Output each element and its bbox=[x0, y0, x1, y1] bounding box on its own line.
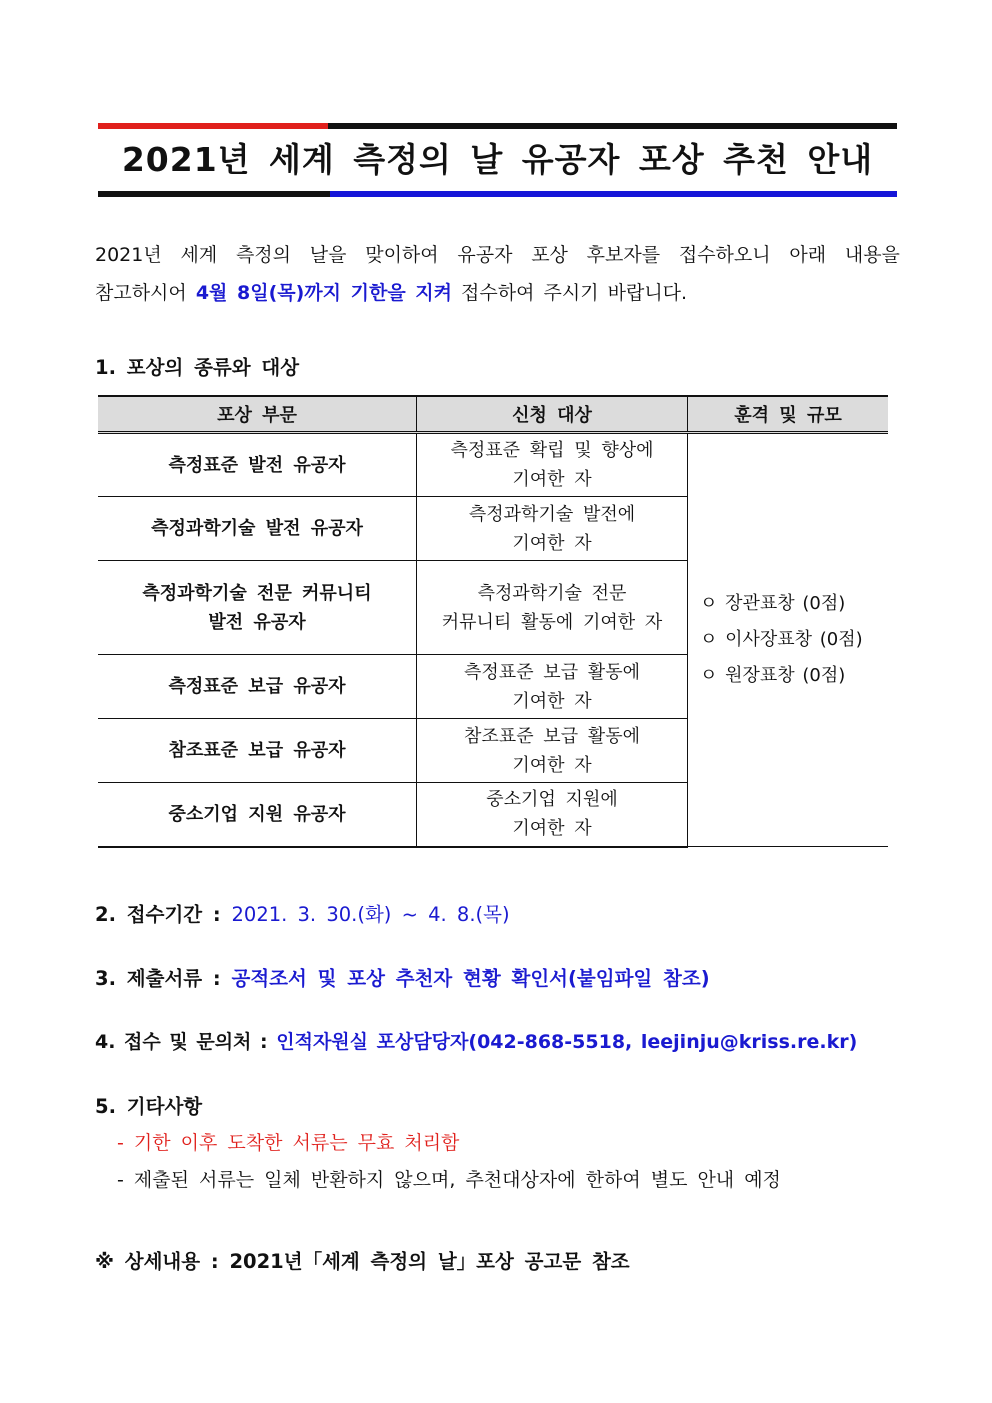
target-cell bbox=[417, 719, 688, 783]
section-5-heading: 5. 기타사항 bbox=[95, 1095, 203, 1118]
intro-line-2 bbox=[95, 274, 900, 312]
target-line: 측정과학기술 발전에 bbox=[468, 503, 636, 525]
deadline-highlight: 4월 8일(목)까지 기한을 지켜 bbox=[195, 282, 453, 304]
section-2 bbox=[95, 899, 510, 927]
title-bar-top bbox=[98, 123, 897, 129]
section-3-value: 공적조서 및 포상 추천자 현황 확인서(붙임파일 참조) bbox=[231, 967, 710, 990]
intro-word: 유공자 bbox=[457, 244, 513, 266]
intro-word: 날을 bbox=[309, 244, 347, 266]
award-item: ㅇ 이사장표창 (0점) bbox=[700, 629, 863, 650]
section-1-heading: 1. 포상의 종류와 대상 bbox=[95, 356, 300, 379]
intro-word: 2021년 bbox=[95, 244, 162, 266]
section-4 bbox=[95, 1027, 857, 1054]
intro-line-1 bbox=[95, 236, 900, 274]
section-2-value: 2021. 3. 30.(화) ~ 4. 8.(목) bbox=[231, 903, 510, 926]
intro-word: 맞이하여 bbox=[365, 244, 439, 266]
category-cell: 중소기업 지원 유공자 bbox=[98, 783, 417, 847]
category-cell: 참조표준 보급 유공자 bbox=[98, 719, 417, 783]
category-cell: 측정표준 보급 유공자 bbox=[98, 655, 417, 719]
notice-item-late: - 기한 이후 도착한 서류는 무효 처리함 bbox=[117, 1132, 460, 1154]
intro-word: 아래 bbox=[789, 244, 827, 266]
target-line: 기여한 자 bbox=[512, 818, 592, 840]
target-line: 중소기업 지원에 bbox=[486, 789, 618, 811]
header-target: 신청 대상 bbox=[417, 396, 688, 433]
section-3-label: 3. 제출서류 : bbox=[95, 967, 232, 990]
award-table bbox=[98, 395, 888, 848]
intro-word: 접수하오니 bbox=[678, 244, 771, 266]
intro-word: 내용을 bbox=[844, 244, 900, 266]
intro-text: 접수하여 주시기 바랍니다. bbox=[452, 282, 688, 304]
reference-note: ※ 상세내용 : 2021년「세계 측정의 날」포상 공고문 참조 bbox=[95, 1250, 630, 1273]
target-cell bbox=[417, 561, 688, 655]
intro-text: 참고하시어 bbox=[95, 282, 196, 304]
section-4-value: 인적자원실 포상담당자(042-868-5518, leejinju@kriss.re.kr) bbox=[276, 1031, 858, 1053]
intro-word: 후보자를 bbox=[586, 244, 661, 266]
intro-word: 측정의 bbox=[235, 244, 291, 266]
intro-paragraph bbox=[95, 236, 900, 312]
target-cell bbox=[417, 783, 688, 847]
section-4-label: 4. 접수 및 문의처 : bbox=[95, 1031, 277, 1053]
target-cell bbox=[417, 497, 688, 561]
category-line: 발전 유공자 bbox=[208, 611, 306, 633]
target-line: 기여한 자 bbox=[512, 754, 592, 776]
award-list-cell bbox=[688, 433, 889, 847]
notice-item-return: - 제출된 서류는 일체 반환하지 않으며, 추천대상자에 한하여 별도 안내 예정 bbox=[117, 1169, 781, 1191]
target-line: 기여한 자 bbox=[512, 532, 592, 554]
target-line: 기여한 자 bbox=[512, 690, 592, 712]
title-bar-black-segment bbox=[328, 123, 897, 129]
target-line: 커뮤니티 활동에 기여한 자 bbox=[441, 611, 663, 633]
category-line: 측정과학기술 전문 커뮤니티 bbox=[142, 582, 372, 604]
target-line: 측정과학기술 전문 bbox=[477, 582, 627, 604]
page-title: 2021년 세계 측정의 날 유공자 포상 추천 안내 bbox=[121, 140, 874, 179]
intro-word: 세계 bbox=[180, 244, 218, 266]
intro-word: 포상 bbox=[531, 244, 568, 266]
category-cell bbox=[98, 561, 417, 655]
header-award: 훈격 및 규모 bbox=[688, 396, 889, 433]
title-bar-blue-segment bbox=[330, 191, 897, 197]
target-cell bbox=[417, 655, 688, 719]
target-line: 측정표준 확립 및 향상에 bbox=[450, 440, 654, 461]
table-row bbox=[98, 433, 888, 497]
header-category: 포상 부문 bbox=[98, 396, 417, 433]
target-cell bbox=[417, 433, 688, 497]
target-line: 측정표준 보급 활동에 bbox=[464, 661, 640, 683]
title-bar-black-segment bbox=[98, 191, 330, 197]
target-line: 기여한 자 bbox=[512, 469, 592, 490]
section-2-label: 2. 접수기간 : bbox=[95, 903, 232, 926]
table-header-row bbox=[98, 396, 888, 433]
section-3 bbox=[95, 963, 710, 991]
title-bar-red-segment bbox=[98, 123, 328, 129]
title-bar-bottom bbox=[98, 191, 897, 197]
category-cell: 측정과학기술 발전 유공자 bbox=[98, 497, 417, 561]
award-item: ㅇ 장관표창 (0점) bbox=[700, 593, 846, 614]
award-item: ㅇ 원장표창 (0점) bbox=[700, 665, 846, 686]
category-cell: 측정표준 발전 유공자 bbox=[98, 433, 417, 497]
target-line: 참조표준 보급 활동에 bbox=[464, 725, 640, 747]
